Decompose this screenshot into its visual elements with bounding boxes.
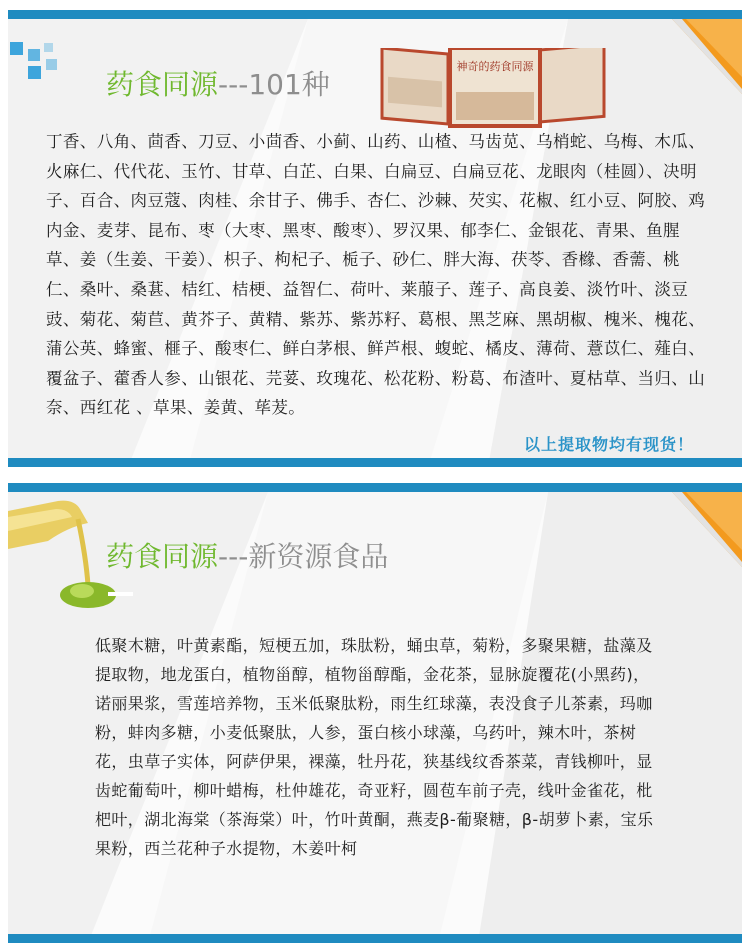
herb-list-text: 丁香、八角、茴香、刀豆、小茴香、小蓟、山药、山楂、马齿苋、乌梢蛇、乌梅、木瓜、火麻仁、代代花、玉竹、甘草、白芷、白果、白扁豆、白扁豆花、龙眼肉（桂圆）、决明子、百合、肉豆蔻、肉桂、余甘子、佛手、杏仁、沙棘、芡实、花椒、红小豆、阿胶、鸡内金、麦芽、昆布、枣（大枣、黑枣、酸枣）、罗汉果、郁李仁、金银花、青果、鱼腥草、姜（生姜、干姜）、枳子、枸杞子、栀子、砂仁、胖大海、茯苓、香橼、香薷、桃仁、桑叶、桑葚、桔红、桔梗、益智仁、荷叶、莱菔子、莲子、高良姜、淡竹叶、淡豆豉、菊花、菊苣、黄芥子、黄精、紫苏、紫苏籽、葛根、黑芝麻、黑胡椒、槐米、槐花、蒲公英、蜂蜜、榧子、酸枣仁、鲜白茅根、鲜芦根、蝮蛇、橘皮、薄荷、薏苡仁、薤白、覆盆子、藿香人参、山银花、芫荽、玫瑰花、松花粉、粉葛、布渣叶、夏枯草、当归、山奈、西红花 、草果、姜黄、荜茇。 <box>46 132 706 418</box>
bottom-accent-bar <box>8 458 742 467</box>
book-covers-image <box>380 48 610 128</box>
panel-101-list <box>8 10 742 467</box>
panel-title <box>106 67 330 103</box>
title-suffix: ---101种 <box>218 68 330 101</box>
top-accent-bar <box>8 10 742 19</box>
bottom-accent-bar <box>8 934 742 943</box>
title-main: 药食同源 <box>106 540 219 573</box>
new-food-list-text: 低聚木糖，叶黄素酯，短梗五加，珠肽粉，蛹虫草，菊粉，多聚果糖，盐藻及提取物，地龙蛋白，植物甾醇，植物甾醇酯，金花茶，显脉旋覆花(小黑药)，诺丽果浆，雪莲培养物，玉米低聚肽粉，雨生红球藻，表没食子儿茶素，玛咖粉，蚌肉多糖，小麦低聚肽，人参，蛋白核小球藻，乌药叶，辣木叶，茶树花，虫草子实体，阿萨伊果，裸藻，牡丹花，狭基线纹香茶菜，青钱柳叶，显齿蛇葡萄叶，柳叶蜡梅，杜仲雄花，奇亚籽，圆苞车前子壳，线叶金雀花，枇杷叶，湖北海棠（茶海棠）叶，竹叶黄酮，燕麦β-葡聚糖，β-胡萝卜素，宝乐果粉，西兰花种子水提物，木姜叶柯 <box>95 636 654 858</box>
stock-note: 以上提取物均有现货！ <box>523 435 694 454</box>
title-main: 药食同源 <box>106 68 219 101</box>
top-accent-bar <box>8 483 742 492</box>
panel-new-resource-food <box>8 483 742 943</box>
book-cover-text: 神奇的药食同源 <box>456 60 534 73</box>
corner-ribbon-icon <box>672 492 742 567</box>
corner-ribbon-icon <box>672 19 742 94</box>
title-suffix: ---新资源食品 <box>218 540 389 573</box>
panel-title <box>106 539 388 575</box>
